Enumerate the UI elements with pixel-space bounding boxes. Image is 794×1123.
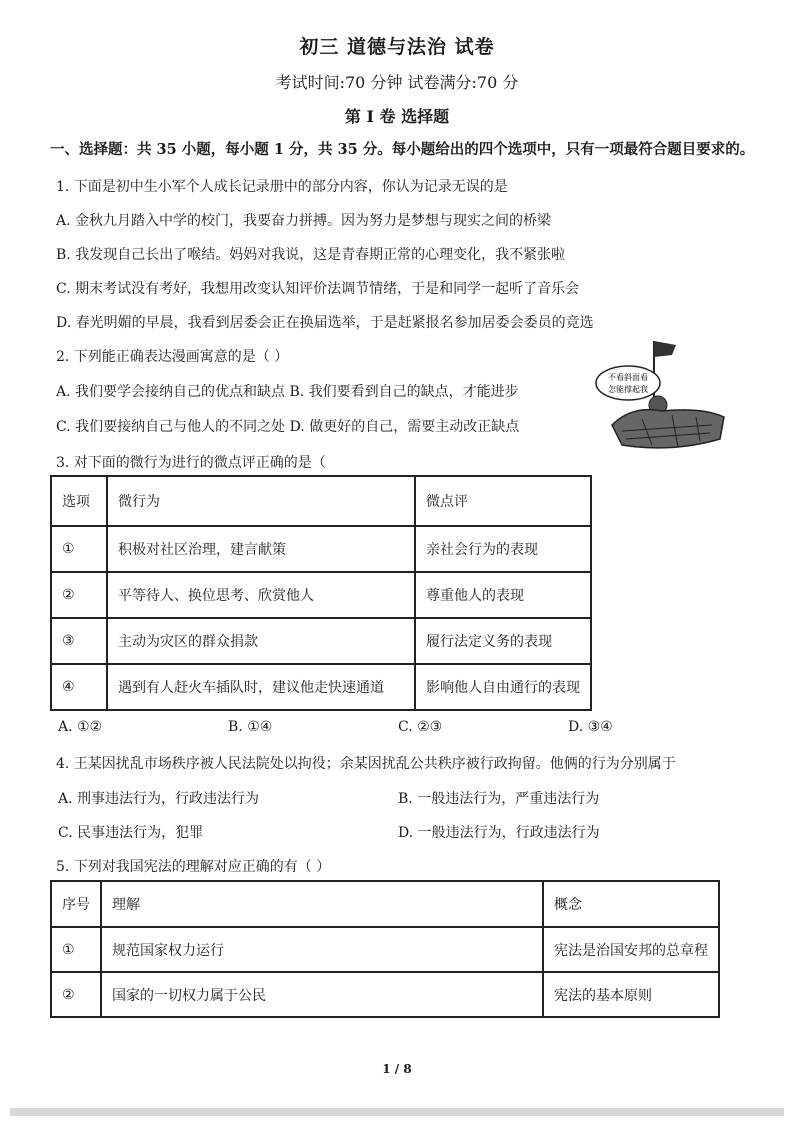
table-cell: ① — [51, 927, 101, 972]
table-header-cell: 概念 — [543, 881, 719, 927]
table-cell: 主动为灾区的群众捐款 — [107, 618, 415, 664]
table-cell: 遇到有人赶火车插队时，建议他走快速通道 — [107, 664, 415, 710]
table-header-cell: 微行为 — [107, 476, 415, 526]
table-header-cell: 序号 — [51, 881, 101, 927]
question-4-option-d: D. 一般违法行为，行政违法行为 — [398, 825, 600, 841]
page-number: 1 / 8 — [382, 1062, 412, 1076]
table-cell: 规范国家权力运行 — [101, 927, 543, 972]
table-row — [51, 618, 591, 664]
question-2-stem: 2. 下列能正确表达漫画寓意的是（ ） — [56, 349, 289, 365]
question-5-stem: 5. 下列对我国宪法的理解对应正确的有（ ） — [56, 859, 331, 875]
question-3-stem: 3. 对下面的微行为进行的微点评正确的是（ — [56, 455, 326, 471]
table-header-cell: 微点评 — [415, 476, 591, 526]
table-cell: ② — [51, 572, 107, 618]
question-4-option-c: C. 民事违法行为，犯罪 — [58, 825, 204, 841]
exam-title: 初三 道德与法治 试卷 — [299, 36, 495, 58]
question-5-table — [50, 880, 720, 1018]
cartoon-bubble-line-2: 怎能撑起我 — [608, 385, 648, 394]
cartoon-image — [592, 335, 732, 455]
table-row — [51, 972, 719, 1017]
table-cell: ① — [51, 526, 107, 572]
table-cell: 宪法是治国安邦的总章程 — [543, 927, 719, 972]
table-row — [51, 664, 591, 710]
exam-time-info: 考试时间:70 分钟 试卷满分:70 分 — [275, 73, 519, 92]
cartoon-bubble-line-1: 不看斜面看 — [608, 373, 648, 382]
table-cell: 尊重他人的表现 — [415, 572, 591, 618]
question-1-option-a: A. 金秋九月踏入中学的校门，我要奋力拼搏。因为努力是梦想与现实之间的桥梁 — [56, 213, 552, 229]
table-cell: ② — [51, 972, 101, 1017]
question-1-stem: 1. 下面是初中生小军个人成长记录册中的部分内容，你认为记录无误的是 — [56, 179, 508, 195]
table-row — [51, 572, 591, 618]
question-3-option-c: C. ②③ — [398, 719, 443, 735]
question-3-option-a: A. ①② — [58, 719, 103, 735]
table-header-cell: 理解 — [101, 881, 543, 927]
section-title: 第 I 卷 选择题 — [344, 107, 450, 126]
table-cell: 宪法的基本原则 — [543, 972, 719, 1017]
table-header-row — [51, 476, 591, 526]
table-header-cell: 选项 — [51, 476, 107, 526]
question-4-option-a: A. 刑事违法行为，行政违法行为 — [58, 791, 260, 807]
table-cell: 积极对社区治理，建言献策 — [107, 526, 415, 572]
question-2-options-cd: C. 我们要接纳自己与他人的不同之处 D. 做更好的自己，需要主动改正缺点 — [56, 419, 520, 435]
question-3-table — [50, 475, 592, 711]
question-2-options-ab: A. 我们要学会接纳自己的优点和缺点 B. 我们要看到自己的缺点，才能进步 — [56, 384, 519, 400]
question-3-option-d: D. ③④ — [568, 719, 613, 735]
question-1-option-c: C. 期末考试没有考好，我想用改变认知评价法调节情绪，于是和同学一起听了音乐会 — [56, 281, 580, 297]
table-cell: ④ — [51, 664, 107, 710]
table-cell: 影响他人自由通行的表现 — [415, 664, 591, 710]
table-cell: ③ — [51, 618, 107, 664]
table-row — [51, 526, 591, 572]
scan-edge-bar — [10, 1108, 784, 1116]
question-1-option-d: D. 春光明媚的早晨，我看到居委会正在换届选举，于是赶紧报名参加居委会委员的竞选 — [56, 315, 594, 331]
table-cell: 亲社会行为的表现 — [415, 526, 591, 572]
table-header-row — [51, 881, 719, 927]
table-row — [51, 927, 719, 972]
question-4-stem: 4. 王某因扰乱市场秩序被人民法院处以拘役；余某因扰乱公共秩序被行政拘留。他俩的行为分别属于 — [56, 756, 676, 772]
question-3-option-b: B. ①④ — [228, 719, 273, 735]
table-cell: 履行法定义务的表现 — [415, 618, 591, 664]
instructions: 一、选择题：共 35 小题，每小题 1 分，共 35 分。每小题给出的四个选项中，只有一项最符合题目要求的。 — [50, 141, 755, 158]
table-cell: 国家的一切权力属于公民 — [101, 972, 543, 1017]
question-1-option-b: B. 我发现自己长出了喉结。妈妈对我说，这是青春期正常的心理变化，我不紧张啦 — [56, 247, 566, 263]
question-4-option-b: B. 一般违法行为，严重违法行为 — [398, 791, 600, 807]
table-cell: 平等待人、换位思考、欣赏他人 — [107, 572, 415, 618]
